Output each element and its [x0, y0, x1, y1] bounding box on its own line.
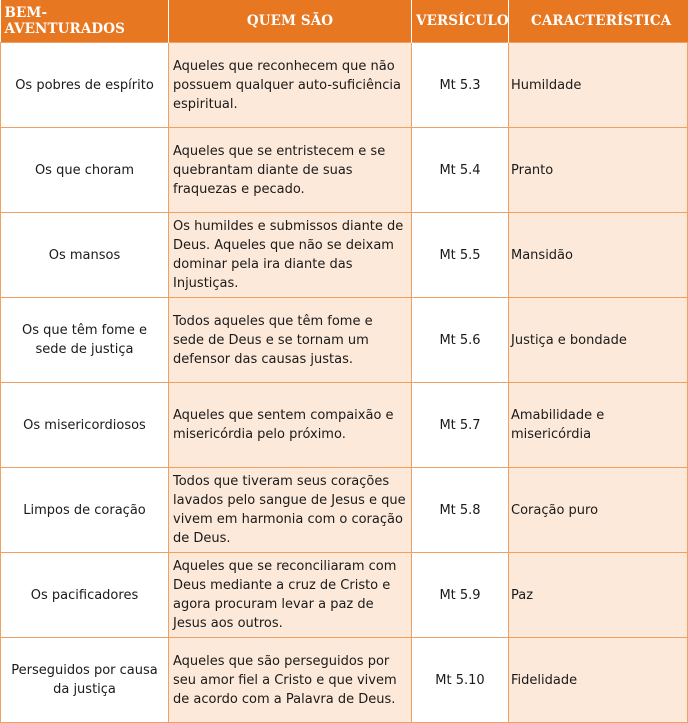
cell-verse: Mt 5.9 — [412, 553, 509, 638]
cell-description: Aqueles que se entristecem e se quebrantam diante de suas fraquezas e pecado. — [169, 128, 412, 213]
cell-who: Limpos de coração — [1, 468, 169, 553]
header-caracteristica: CARACTERÍSTICA — [509, 0, 688, 43]
cell-verse: Mt 5.6 — [412, 298, 509, 383]
cell-who: Os mansos — [1, 213, 169, 298]
cell-description: Todos que tiveram seus corações lavados pelo sangue de Jesus e que vivem em harmonia com o coração de Deus. — [169, 468, 412, 553]
cell-description: Aqueles que reconhecem que não possuem qualquer auto-suficiência espiritual. — [169, 43, 412, 128]
cell-trait: Fidelidade — [509, 638, 688, 723]
cell-trait: Pranto — [509, 128, 688, 213]
cell-description: Os humildes e submissos diante de Deus. Aqueles que não se deixam dominar pela ira diante das Injustiças. — [169, 213, 412, 298]
cell-who: Perseguidos por causa da justiça — [1, 638, 169, 723]
cell-description: Aqueles que são perseguidos por seu amor fiel a Cristo e que vivem de acordo com a Palavra de Deus. — [169, 638, 412, 723]
cell-description: Aqueles que se reconciliaram com Deus mediante a cruz de Cristo e agora procuram levar a paz de Jesus aos outros. — [169, 553, 412, 638]
table-row — [1, 43, 688, 128]
table-body — [1, 43, 688, 723]
cell-who: Os que choram — [1, 128, 169, 213]
cell-verse: Mt 5.3 — [412, 43, 509, 128]
table-row — [1, 553, 688, 638]
cell-trait: Justiça e bondade — [509, 298, 688, 383]
header-quem-sao: QUEM SÃO — [169, 0, 412, 43]
cell-verse: Mt 5.10 — [412, 638, 509, 723]
table-row — [1, 298, 688, 383]
cell-who: Os que têm fome e sede de justiça — [1, 298, 169, 383]
header-row — [1, 0, 688, 43]
cell-verse: Mt 5.8 — [412, 468, 509, 553]
table-row — [1, 128, 688, 213]
cell-verse: Mt 5.7 — [412, 383, 509, 468]
cell-who: Os pacificadores — [1, 553, 169, 638]
table-row — [1, 213, 688, 298]
cell-who: Os pobres de espírito — [1, 43, 169, 128]
cell-trait: Humildade — [509, 43, 688, 128]
cell-trait: Amabilidade e misericórdia — [509, 383, 688, 468]
table-row — [1, 468, 688, 553]
header-bem-aventurados: BEM-AVENTURADOS — [1, 0, 169, 43]
header-versiculo: VERSÍCULO — [412, 0, 509, 43]
cell-description: Aqueles que sentem compaixão e misericórdia pelo próximo. — [169, 383, 412, 468]
table-row — [1, 638, 688, 723]
cell-who: Os misericordiosos — [1, 383, 169, 468]
cell-verse: Mt 5.4 — [412, 128, 509, 213]
table-row — [1, 383, 688, 468]
cell-description: Todos aqueles que têm fome e sede de Deus e se tornam um defensor das causas justas. — [169, 298, 412, 383]
cell-trait: Paz — [509, 553, 688, 638]
table-header — [1, 0, 688, 43]
cell-trait: Mansidão — [509, 213, 688, 298]
cell-trait: Coração puro — [509, 468, 688, 553]
cell-verse: Mt 5.5 — [412, 213, 509, 298]
